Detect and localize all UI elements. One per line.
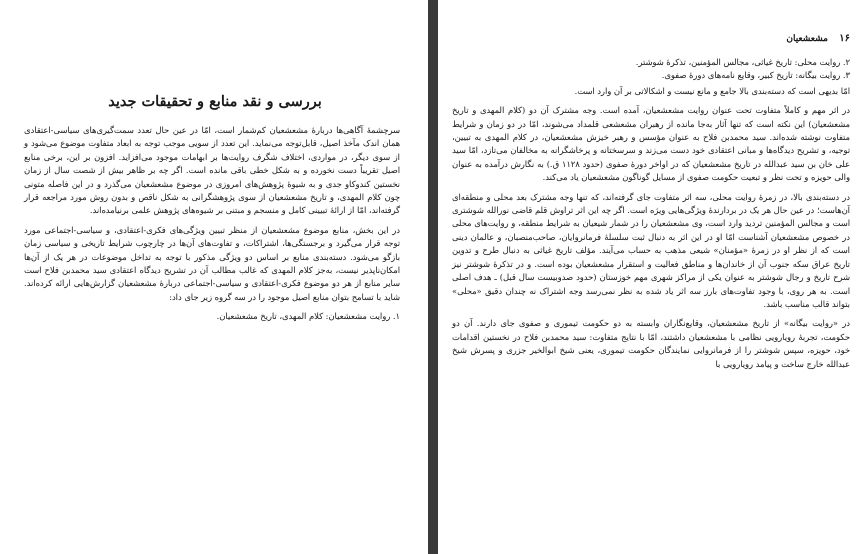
section-heading: بررسی و نقد منابع و تحقیقات جدید [108, 93, 322, 110]
left-page [0, 0, 428, 554]
page-number: ۱۶ [839, 33, 850, 44]
body-paragraph: در «روایت بیگانه» از تاریخ مشعشعیان، وقایع‌نگاران وابسته به دو حکومت تیموری و صفوی جای دارند. آن دو حکومت، تجربهٔ رویارویی نظامی با مشعشعیان داشتند، امّا با نتایج متفاوت: سید محمدبن فلاح در نخستین اقدامات خود، حویزه، سپس شوشتر را از فرمانروایی نمایندگان حکومت تیموری، یعنی شیخ ابوالخیر جزری و پسرش شیخ عبدالله خارج ساخت و پیامد رویارویی با [452, 318, 850, 369]
right-page-body [452, 56, 850, 377]
book-gutter [428, 0, 438, 554]
body-paragraph: امّا بدیهی است که دسته‌بندی بالا جامع و مانع نیست و اشکالاتی بر آن وارد است. [574, 85, 850, 96]
running-title: مشعشعیان [786, 34, 828, 44]
left-page-body [24, 124, 400, 330]
body-paragraph: سرچشمهٔ آگاهی‌ها دربارهٔ مشعشعیان کم‌شمار است، امّا در عین حال تعدد سمت‌گیری‌های سیاسی-اعتقادی همان اندک مآخذ اصیل، قابل‌توجه می‌نماید. این تعدد از سویی موجب توجه به ابعاد متفاوت موضوع می‌شود و از سوی دیگر، در مواردی، اختلاف شگرف روایت‌ها بر ابهامات موجود می‌افزاید. افزون بر این، برخی منابع اصیل تقریباً دست نخورده و به شکل خطی باقی مانده است. اگر چه بر ظاهر بیش از شصت سال از زمان نخستین کندوکاو جدی و به شیوهٔ پژوهش‌های امروزی در موضوع مشعشعیان می‌گذرد و در این فاصله متونی چون کلام المهدی، و تاریخ مشعشعیان از سوی پژوهشگرانی به شکل ناقص و بدون روش مورد مراجعه قرار گرفته‌اند، امّا از ارائهٔ تبیینی کامل و منسجم و مبتنی بر شیوه‌های پژوهش علمی برنیامده‌اند. [24, 125, 400, 216]
source-list-item: ۳. روایت بیگانه: تاریخ کبیر، وقایع نامه‌های دورهٔ صفوی. [661, 70, 850, 81]
source-list-item: ۲. روایت محلی: تاریخ غیاثی، مجالس المؤمنین، تذکرهٔ شوشتر. [635, 57, 850, 67]
body-paragraph: در اثر مهم و کاملاً متفاوت تحت عنوان روایت مشعشعیان، آمده است. وجه مشترک آن دو (کلام المهدی و تاریخ مشعشعیان) این نکته است که تنها آثار به‌جا مانده از رهبران مشعشعی قلمداد می‌شوند، امّا در دو زمان و شرایط متفاوت نوشته شده‌اند. سید محمدبن فلاح به عنوان مؤسس و رهبر خیزش مشعشعیان، در کلام المهدی به تبیین، توجیه، و تشریح دیدگاه‌ها و مبانی اعتقادی خود دست می‌زند و سرسختانه و پرخاشگرانه به مخالفان می‌تازد، امّا سید علی خان بن سید عبدالله در تاریخ مشعشعیان که در اواخر دورهٔ صفوی (حدود ۱۱۲۸ ق.) به نگارش درآمده به عنوان والی حویزه و تحت نظر و تبعیت حکومت صفوی از مسایل گوناگون مشعشعیان یاد می‌کند. [452, 105, 850, 183]
body-paragraph: در دسته‌بندی بالا، در زمرهٔ روایت محلی، سه اثر متفاوت جای گرفته‌اند، که تنها وجه مشترک بعد محلی و منطقه‌ای آن‌هاست؛ در عین حال هر یک در بردارندهٔ ویژگی‌هایی ویژه است. اگر چه این اثر تراوش قلم قاضی نورالله شوشتری است و مجالس المؤمنین تردید وارد است، وی مشعشعیان را در شمار شیعیان به شرایط منطقه، و روایت‌های محلی در خصوص مشعشعیان آشناست امّا او در این اثر به دنبال ثبت سلسلهٔ فرمانروایان، صاحب‌منصبان، و عالمان دینی است که از نظر او در زمرهٔ «مؤمنان» شیعی مذهب به حساب می‌آیند. مؤلف تاریخ غیاثی به دنبال طرح و تدوین تاریخ عراق سکه جنوب آن از خاندان‌ها و مناطق فعالیت و استقرار مشعشعیان بوده است. و در تذکرهٔ شوشتر نیز شرح تاریخ و رجال شوشتر به عنوان یکی از مراکز شهری مهم خوزستان (حدود صدوبیست سال قبل) ـ هدف اصلی است. به هر روی، با وجود تفاوت‌های بارز سه اثر یاد شده به نظر نمی‌رسد وجه اشتراک نه چندان دقیق «محلی» بتواند قالب مناسب باشد. [452, 191, 850, 309]
body-paragraph: در این بخش، منابع موضوع مشعشعیان از منظر تبیین ویژگی‌های فکری-اعتقادی، و سیاسی-اجتماعی مورد توجه قرار می‌گیرد و برجستگی‌ها، اشتراکات، و تفاوت‌های آن‌ها در چارچوب شرایط تاریخی و سیاسی زمان بازگو می‌شود. دسته‌بندی منابع بر اساس دو ویژگی مذکور با توجه به تداخل موضوعات در هر یک از آن‌ها امکان‌ناپذیر نیست، به‌جز کلام المهدی که غالب مطالب آن در تشریح دیدگاه اعتقادی سید محمدبن فلاح است سایر منابع از هر دو موضوع فکری-اعتقادی و سیاسی-اجتماعی دربارهٔ مشعشعیان گزارش‌هایی ارائه کرده‌اند. شاید با تسامح بتوان منابع اصیل موجود را در سه گروه زیر جای داد: [24, 224, 400, 302]
right-page [438, 0, 866, 554]
source-list-item: ۱. روایت مشعشعیان: کلام المهدی، تاریخ مشعشعیان. [216, 311, 400, 322]
